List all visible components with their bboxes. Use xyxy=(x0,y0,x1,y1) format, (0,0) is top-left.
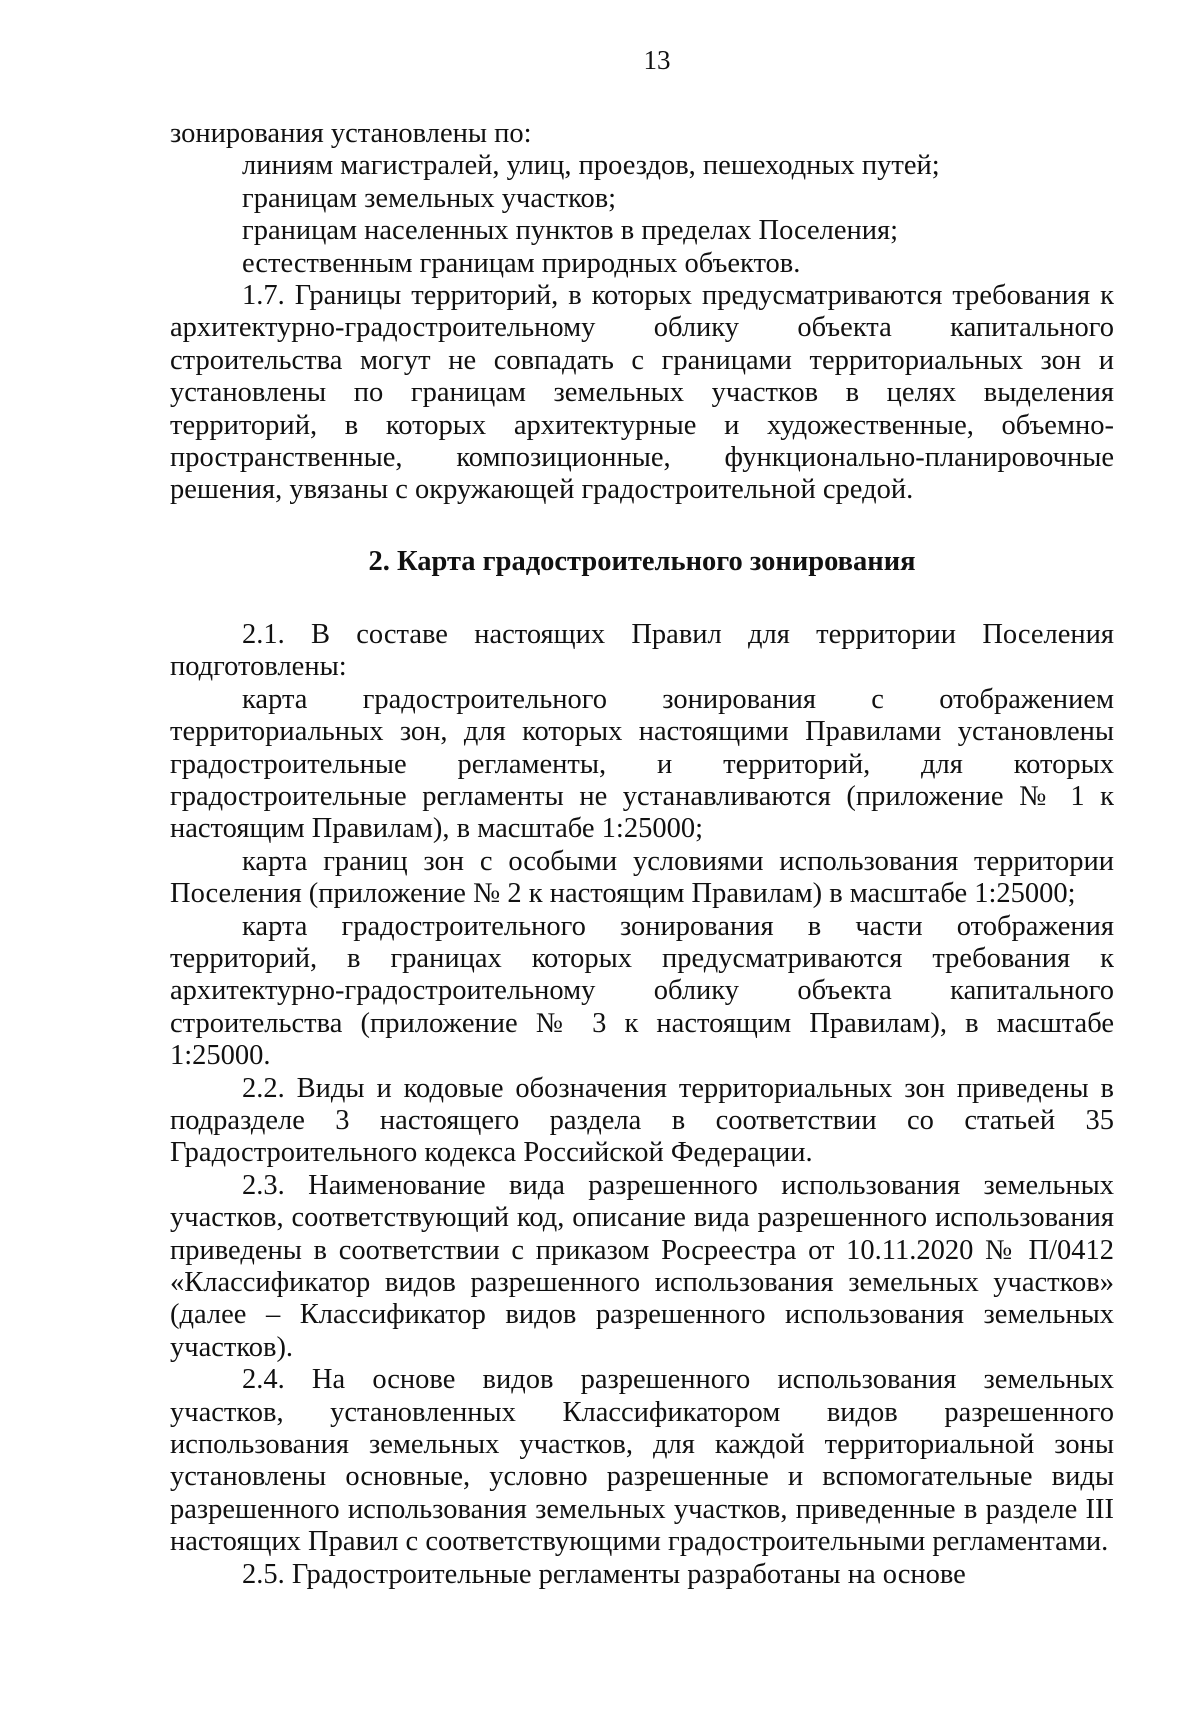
paragraph-1-7: 1.7. Границы территорий, в которых предусматриваются требования к архитектурно-градостроительному облику объекта капитального строительства могут не совпадать с границами территориальных зон и установлены по границам земельных участков в целях выделения территорий, в которых архитектурные и художественные, объемно-пространственные, композиционные, функционально-планировочные решения, увязаны с окружающей градостроительной средой. xyxy=(170,280,1114,506)
page-number: 13 xyxy=(643,45,671,75)
paragraph-2-1-a: карта градостроительного зонирования с отображением территориальных зон, для которых настоящими Правилами установлены градостроительные регламенты, и территорий, для которых градостроительные регламенты не устанавливаются (приложение № 1 к настоящим Правилам), в масштабе 1:25000; xyxy=(170,683,1114,845)
paragraph-2-1-c: карта градостроительного зонирования в части отображения территорий, в границах которых предусматриваются требования к архитектурно-градостроительному облику объекта капитального строительства (приложение № 3 к настоящим Правилам), в масштабе 1:25000. xyxy=(170,910,1114,1072)
list-item-boundary-4: естественным границам природных объектов. xyxy=(242,247,801,279)
paragraph-2-2: 2.2. Виды и кодовые обозначения территориальных зон приведены в подразделе 3 настоящего раздела в соответствии со статьей 35 Градостроительного кодекса Российской Федерации. xyxy=(170,1072,1114,1169)
paragraph-2-3: 2.3. Наименование вида разрешенного использования земельных участков, соответствующий код, описание вида разрешенного использования приведены в соответствии с приказом Росреестра от 10.11.2020 № П/0412 «Классификатор видов разрешенного использования земельных участков» (далее – Классификатор видов разрешенного использования земельных участков). xyxy=(170,1169,1114,1363)
paragraph-2-1-b: карта границ зон с особыми условиями использования территории Поселения (приложение № 2 к настоящим Правилам) в масштабе 1:25000; xyxy=(170,845,1114,910)
paragraph-intro: зонирования установлены по: xyxy=(170,118,532,149)
document-page xyxy=(170,40,1114,1591)
list-item-boundary-3: границам населенных пунктов в пределах Поселения; xyxy=(242,215,899,247)
paragraph-2-5: 2.5. Градостроительные регламенты разработаны на основе xyxy=(242,1558,966,1590)
paragraph-2-4: 2.4. На основе видов разрешенного использования земельных участков, установленных Классификатором видов разрешенного использования земельных участков, для каждой территориальной зоны установлены основные, условно разрешенные и вспомогательные виды разрешенного использования земельных участков, приведенные в разделе III настоящих Правил с соответствующими градостроительными регламентами. xyxy=(170,1364,1114,1558)
section-heading: 2. Карта градостроительного зонирования xyxy=(368,545,916,577)
paragraph-2-1: 2.1. В составе настоящих Правил для территории Поселения подготовлены: xyxy=(170,618,1114,683)
list-item-boundary-2: границам земельных участков; xyxy=(242,182,617,214)
list-item-boundary-1: линиям магистралей, улиц, проездов, пешеходных путей; xyxy=(242,150,940,182)
